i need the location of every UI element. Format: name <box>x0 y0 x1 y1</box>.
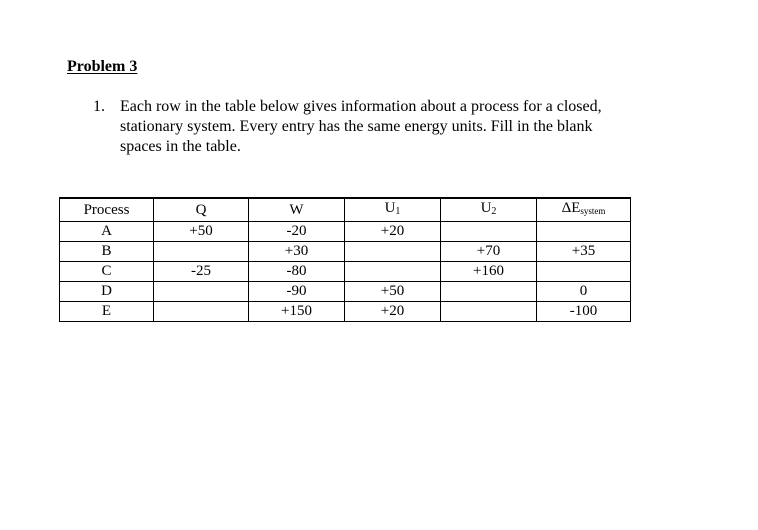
cell-delta-e: +35 <box>537 242 631 262</box>
header-u1 <box>345 198 441 222</box>
header-process: Process <box>60 198 154 222</box>
cell-u1 <box>345 242 441 262</box>
problem-heading: Problem 3 <box>67 58 138 75</box>
header-u2-subscript: 2 <box>491 206 497 217</box>
cell-w: -90 <box>249 282 345 302</box>
cell-delta-e: 0 <box>537 282 631 302</box>
cell-w: +30 <box>249 242 345 262</box>
question-text-line-3: spaces in the table. <box>120 138 241 155</box>
cell-process: E <box>60 302 154 322</box>
cell-q <box>154 242 249 262</box>
cell-process: A <box>60 222 154 242</box>
process-table <box>59 197 631 322</box>
cell-u1 <box>345 262 441 282</box>
header-delta-e-base: ΔE <box>561 200 581 216</box>
cell-u2 <box>441 302 537 322</box>
cell-q <box>154 302 249 322</box>
table-row <box>60 302 631 322</box>
header-delta-e-subscript: system <box>580 206 606 216</box>
cell-u1: +20 <box>345 302 441 322</box>
table-row <box>60 242 631 262</box>
header-delta-e-system <box>537 198 631 222</box>
cell-delta-e: -100 <box>537 302 631 322</box>
question-number: 1. <box>93 98 105 115</box>
cell-process: C <box>60 262 154 282</box>
cell-w: +150 <box>249 302 345 322</box>
cell-process: D <box>60 282 154 302</box>
cell-u2: +160 <box>441 262 537 282</box>
cell-delta-e <box>537 262 631 282</box>
cell-q: +50 <box>154 222 249 242</box>
cell-u2: +70 <box>441 242 537 262</box>
cell-u1: +20 <box>345 222 441 242</box>
table-row <box>60 282 631 302</box>
cell-u2 <box>441 282 537 302</box>
table-row <box>60 222 631 242</box>
header-u1-base: U <box>384 200 396 216</box>
cell-delta-e <box>537 222 631 242</box>
table-row <box>60 262 631 282</box>
cell-u1: +50 <box>345 282 441 302</box>
cell-w: -20 <box>249 222 345 242</box>
cell-u2 <box>441 222 537 242</box>
cell-q: -25 <box>154 262 249 282</box>
header-q: Q <box>154 198 249 222</box>
table-header-row <box>60 198 631 222</box>
cell-process: B <box>60 242 154 262</box>
question-text-line-1: Each row in the table below gives information about a process for a closed, <box>120 98 602 115</box>
header-u1-subscript: 1 <box>395 206 401 217</box>
cell-w: -80 <box>249 262 345 282</box>
question-text <box>120 97 680 157</box>
header-u2-base: U <box>480 200 492 216</box>
question-text-line-2: stationary system. Every entry has the same energy units. Fill in the blank <box>120 118 593 135</box>
header-u2 <box>441 198 537 222</box>
header-w: W <box>249 198 345 222</box>
cell-q <box>154 282 249 302</box>
